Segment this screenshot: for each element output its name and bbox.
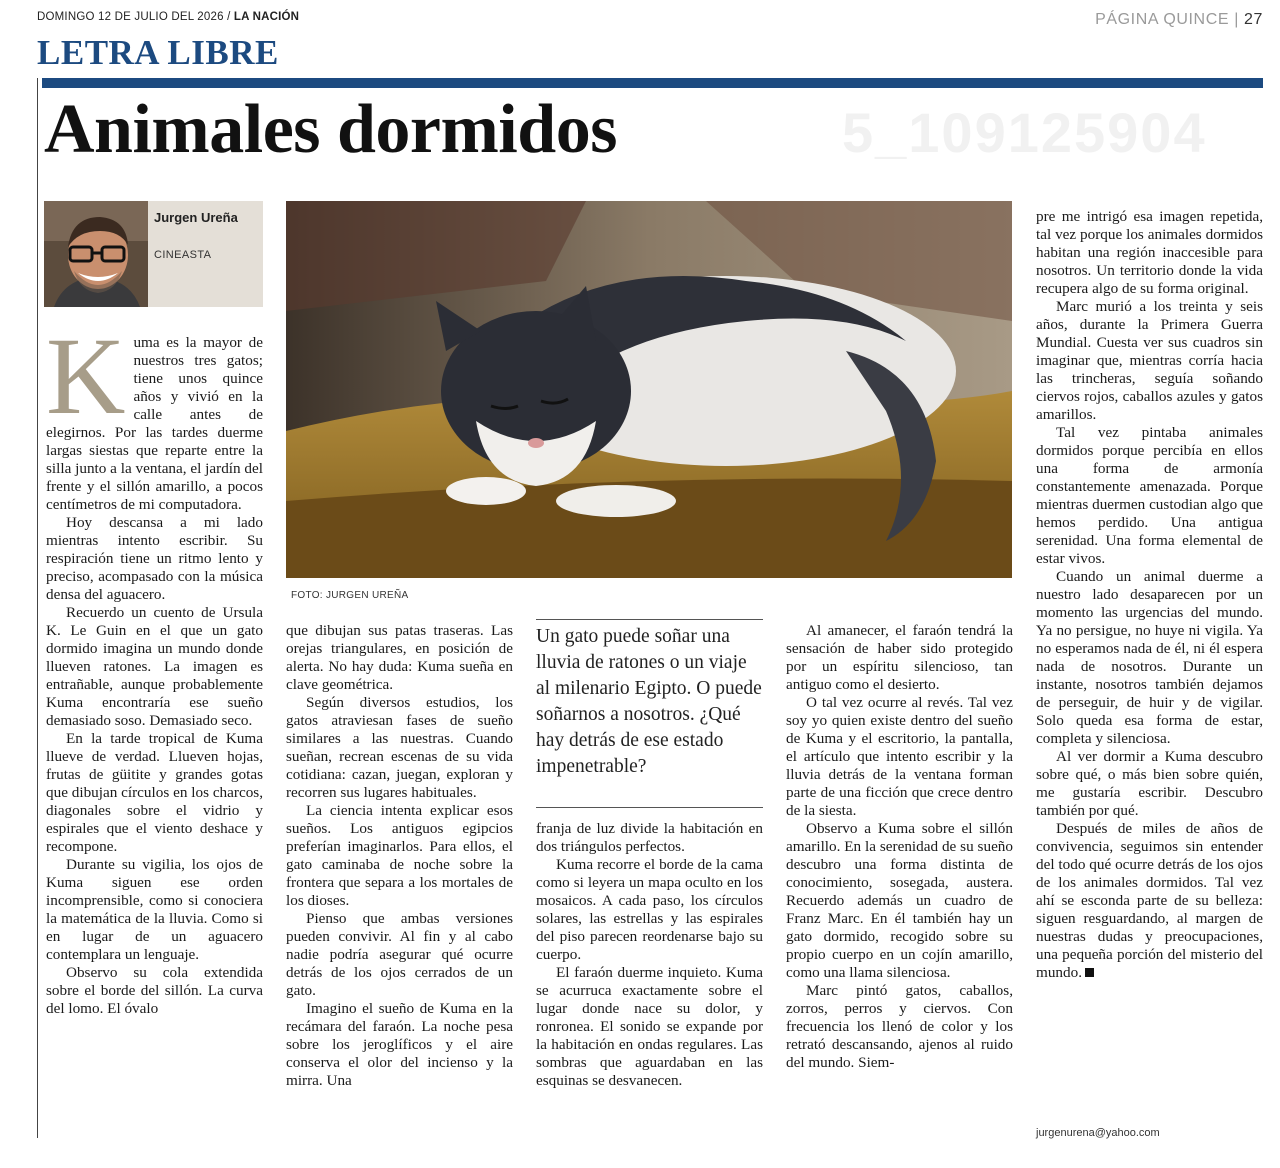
paper-name: LA NACIÓN xyxy=(233,11,300,23)
paragraph: Después de miles de años de convivencia, seguimos sin entender del todo qué ocurre detrás de los ojos de los animales dormidos. Tal vez ahí se esconda parte de su belleza: siguen resguardando, al margen de nuestras dudas y preocupaciones, una pequeña porción del misterio del mundo. xyxy=(1036,820,1263,981)
author-photo xyxy=(44,201,148,307)
paragraph: que dibujan sus patas traseras. Las orejas triangulares, en posición de alerta. No hay duda: Kuma sueña en clave geométrica. xyxy=(286,622,513,693)
section-title: LETRA LIBRE xyxy=(37,33,279,72)
text-column-5 xyxy=(1036,208,1263,982)
paragraph: Marc pintó gatos, caballos, zorros, perros y ciervos. Con frecuencia los llenó de color y los retrató descansando, ajenos al ruido del mundo. Siem- xyxy=(786,982,1013,1071)
author-name: Jurgen Ureña xyxy=(154,210,238,225)
paragraph: O tal vez ocurre al revés. Tal vez soy yo quien existe dentro del sueño de Kuma y el escritorio, la pantalla, el artículo que intento escribir y la lluvia detrás de la ventana forman parte de una ficción que crece dentro de la siesta. xyxy=(786,694,1013,819)
text-column-1 xyxy=(46,315,263,1018)
page-number: 27 xyxy=(1244,11,1263,28)
text-column-4 xyxy=(786,622,1013,1072)
author-box xyxy=(44,201,263,307)
paragraph: Recuerdo un cuento de Ursula K. Le Guin en el que un gato dormido imagina un mundo donde llueven ratones. La imagen es entrañable, aunque probablemente Kuma encontraría ese sueño demasiado soso. Demasiado seco. xyxy=(46,604,263,729)
paragraph: Cuando un animal duerme a nuestro lado desaparecen por un momento las urgencias del mundo. Ya no persigue, no huye ni vigila. Ya no esperamos nada de él, ni él espera nada de nosotros. Durante un instante, nosotros también dejamos de perseguir, de huir y de vigilar. Solo queda esa forma de estar, completa y silenciosa. xyxy=(1036,568,1263,747)
dateline: DOMINGO 12 DE JULIO DEL 2026 / LA NACIÓN xyxy=(37,11,300,23)
text-column-3 xyxy=(536,820,763,1090)
text-column-2 xyxy=(286,622,513,1090)
paragraph: Según diversos estudios, los gatos atraviesan fases de sueño similares a las nuestras. Cuando sueñan, recrean escenas de su vida cotidiana: cazan, juegan, exploran y recorren sus lugares habituales. xyxy=(286,694,513,801)
headline: Animales dormidos xyxy=(44,91,617,168)
paragraph: En la tarde tropical de Kuma llueve de verdad. Llueven hojas, frutas de güitite y grandes gotas que dibujan círculos en los charcos, diagonales sobre el vidrio y espirales que el viento deshace y recompone. xyxy=(46,730,263,855)
dropcap: K xyxy=(46,315,126,437)
paragraph: Tal vez pintaba animales dormidos porque percibía en ellos una forma de armonía constantemente amenazada. Porque mientras duermen custodian algo que hemos perdido. Una antigua serenidad. Una forma elemental de estar vivos. xyxy=(1036,424,1263,567)
paragraph: Al amanecer, el faraón tendrá la sensación de haber sido protegido por un espíritu silencioso, tan antiguo como el desierto. xyxy=(786,622,1013,693)
paragraph: Marc murió a los treinta y seis años, durante la Primera Guerra Mundial. Cuesta ver sus cuadros sin imaginar que, mientras corría hacia las trincheras, seguía soñando ciervos rojos, caballos azules y gatos amarillos. xyxy=(1036,298,1263,423)
paragraph: pre me intrigó esa imagen repetida, tal vez porque los animales dormidos habitan una región inaccesible para nosotros. Un territorio donde la vida recupera algo de su forma original. xyxy=(1036,208,1263,297)
section-rule xyxy=(42,78,1263,88)
paragraph: Observo su cola extendida sobre el borde del sillón. La curva del lomo. El óvalo xyxy=(46,964,263,1017)
cat-photo xyxy=(286,201,1012,578)
watermark: 5_109125904 xyxy=(842,101,1207,164)
photo-caption: FOTO: JURGEN UREÑA xyxy=(291,590,409,601)
paragraph: La ciencia intenta explicar esos sueños. Los antiguos egipcios preferían imaginarlos. Para ellos, el gato caminaba de noche sobre la frontera que separa a los mortales de los dioses. xyxy=(286,802,513,909)
paragraph: Al ver dormir a Kuma descubro sobre qué, o más bien sobre quién, me gustaría escribir. Descubro también por qué. xyxy=(1036,748,1263,819)
column-rule xyxy=(37,78,38,1138)
paragraph: Kuma recorre el borde de la cama como si leyera un mapa oculto en los mosaicos. A cada paso, los círculos solares, las estrellas y las espirales del piso parecen reordenarse bajo su cuerpo. xyxy=(536,856,763,963)
paragraph: El faraón duerme inquieto. Kuma se acurruca exactamente sobre el lugar donde nace su dolor, y ronronea. El sonido se expande por la habitación en ondas regulares. Las sombras que aguardaban en las esquinas se desvanecen. xyxy=(536,964,763,1089)
paragraph: Pienso que ambas versiones pueden convivir. Al fin y al cabo nadie podría asegurar qué ocurre detrás de los ojos cerrados de un gato. xyxy=(286,910,513,999)
author-email[interactable]: jurgenurena@yahoo.com xyxy=(1036,1127,1160,1139)
author-role: CINEASTA xyxy=(154,249,212,261)
page-indicator: PÁGINA QUINCE | 27 xyxy=(1095,11,1263,28)
paragraph: Imagino el sueño de Kuma en la recámara del faraón. La noche pesa sobre los jeroglíficos y el aire conserva el olor del incienso y la mirra. Una xyxy=(286,1000,513,1089)
paragraph: Kuma es la mayor de nuestros tres gatos; tiene unos quince años y vivió en la calle antes de elegirnos. Por las tardes duerme largas siestas que reparte entre la silla junto a la ventana, el jardín del frente y el sillón amarillo, a pocos centímetros de mi computadora. xyxy=(46,315,263,513)
paragraph: Hoy descansa a mi lado mientras intento escribir. Su respiración tiene un ritmo lento y preciso, acompasado con la música densa del aguacero. xyxy=(46,514,263,603)
paragraph: Observo a Kuma sobre el sillón amarillo. En la serenidad de su sueño descubro una forma distinta de conocimiento, sosegada, austera. Recuerdo además un cuadro de Franz Marc. En él también hay un gato dormido, recogido sobre su propio cuerpo en un cojín amarillo, como una llama silenciosa. xyxy=(786,820,1013,981)
paragraph: franja de luz divide la habitación en dos triángulos perfectos. xyxy=(536,820,763,855)
end-mark-icon xyxy=(1085,968,1094,977)
pull-quote: Un gato puede soñar una lluvia de ratones o un viaje al milenario Egipto. O puede soñarnos a nosotros. ¿Qué hay detrás de ese estado impenetrable? xyxy=(536,619,763,808)
paragraph: Durante su vigilia, los ojos de Kuma siguen ese orden incomprensible, como si conociera la matemática de la lluvia. Como si en lugar de un aguacero contemplara un lenguaje. xyxy=(46,856,263,963)
